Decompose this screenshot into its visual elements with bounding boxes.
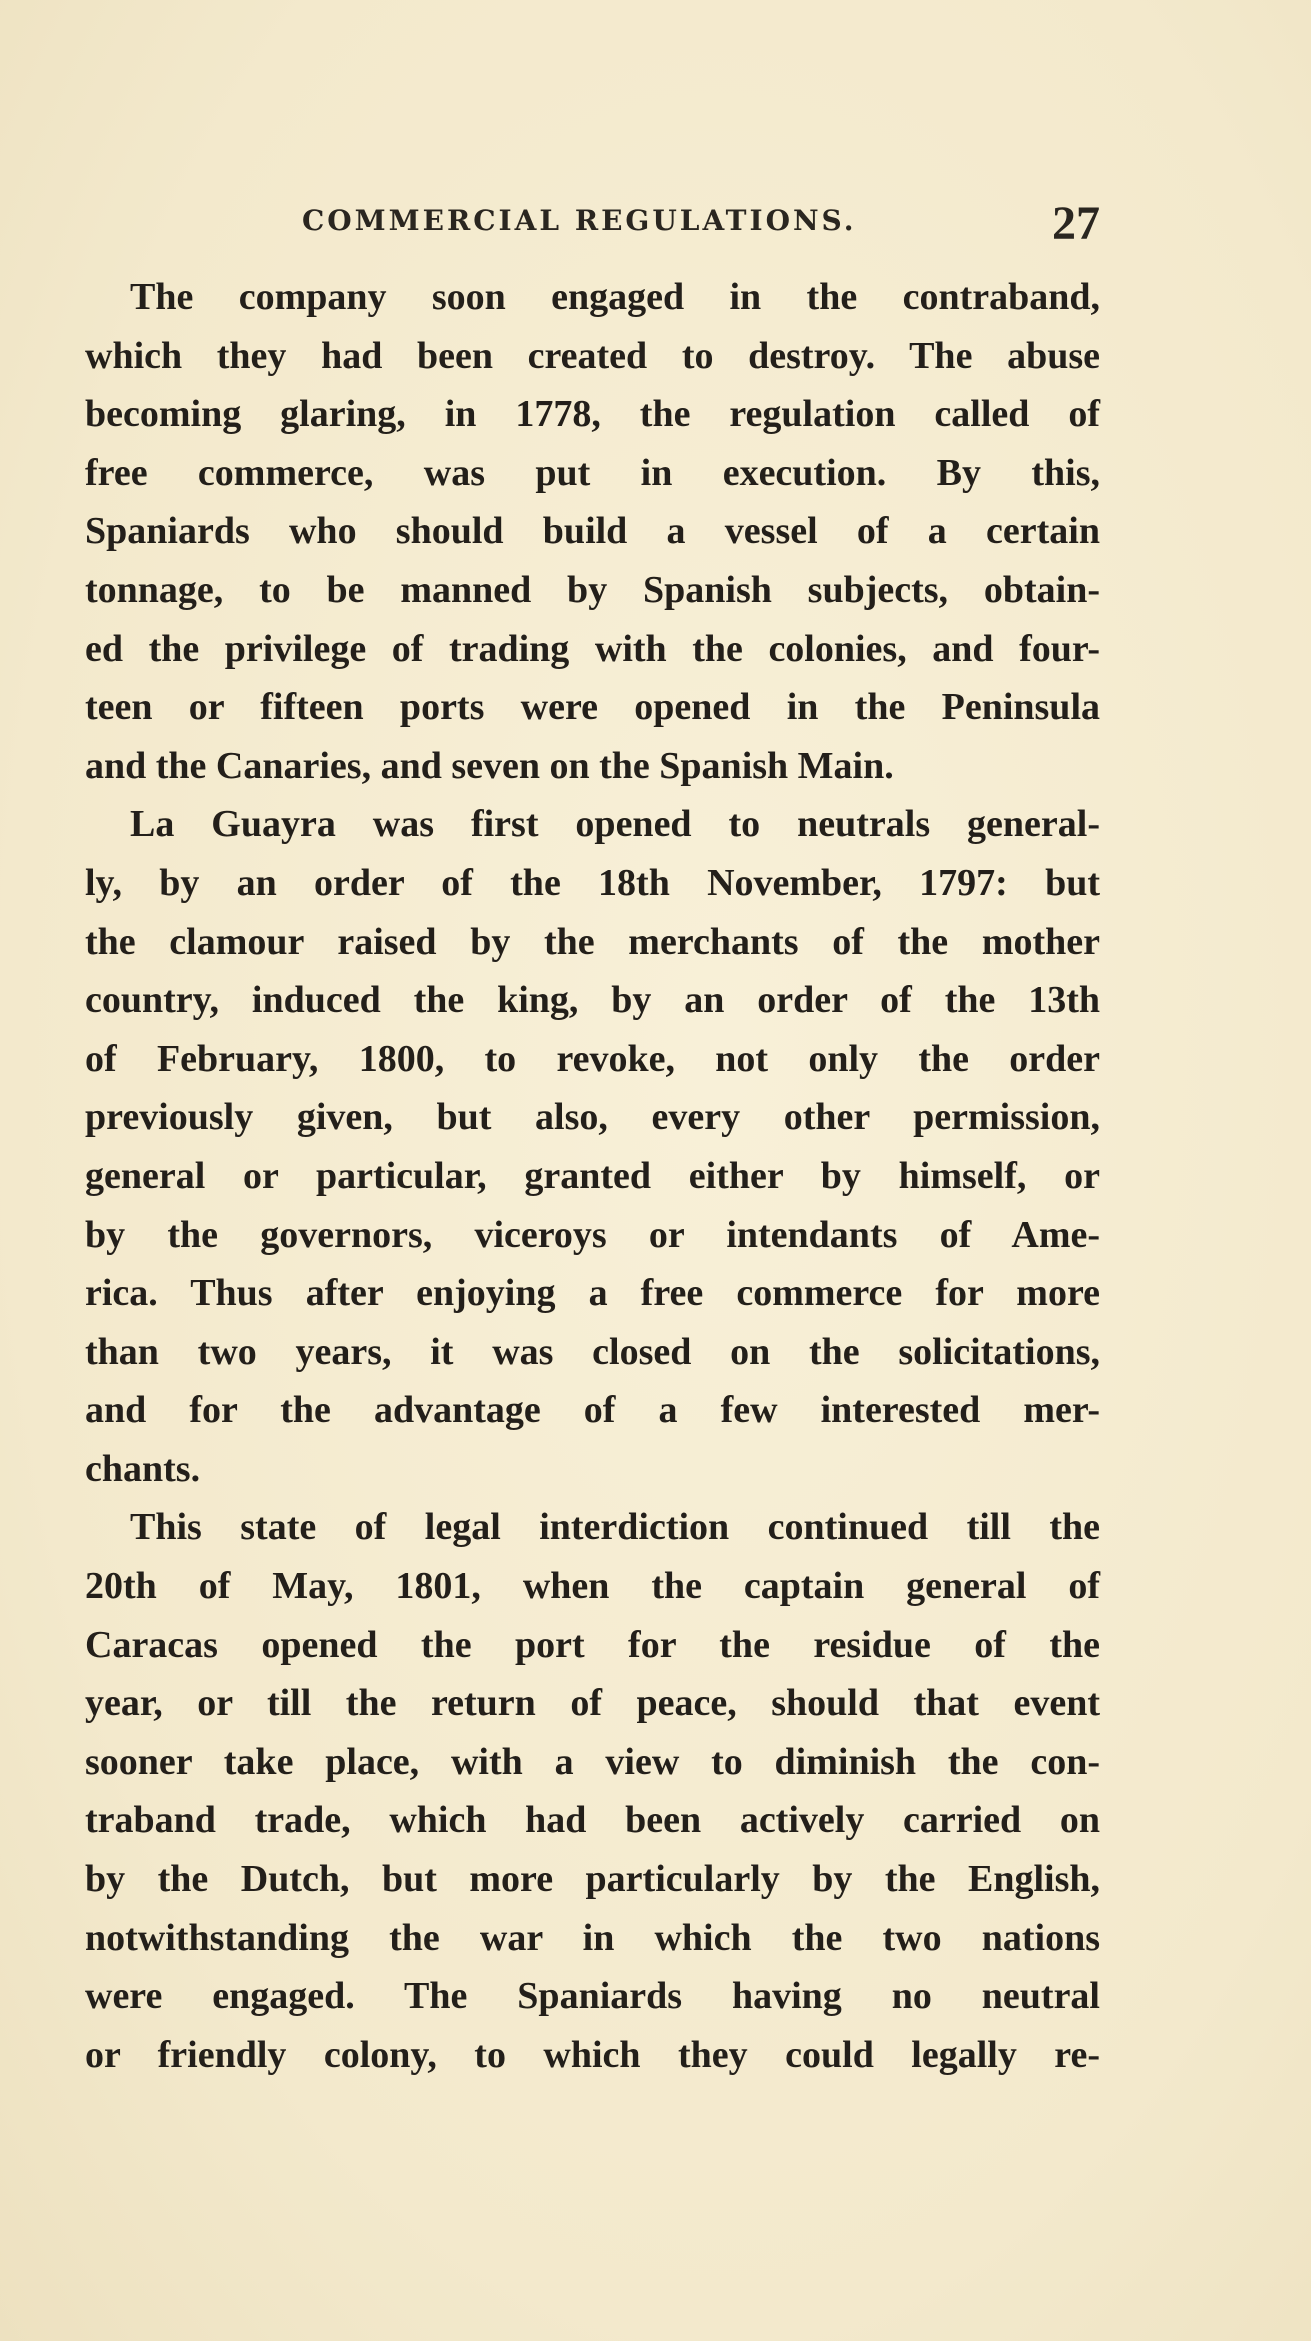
text-line: rica. Thus after enjoying a free commerce for more <box>85 1272 1100 1315</box>
text-line: year, or till the return of peace, should that event <box>85 1682 1100 1725</box>
text-line: ed the privilege of trading with the colonies, and four- <box>85 627 1100 670</box>
text-line: teen or fifteen ports were opened in the Peninsula <box>85 686 1100 729</box>
text-line: This state of legal interdiction continued till the <box>130 1506 1100 1549</box>
text-line: than two years, it was closed on the solicitations, <box>85 1330 1100 1373</box>
text-line: traband trade, which had been actively carried on <box>85 1799 1100 1842</box>
page-header <box>85 196 1100 256</box>
text-line: The company soon engaged in the contraband, <box>130 276 1100 318</box>
text-line: by the Dutch, but more particularly by the English, <box>85 1858 1100 1901</box>
text-line: free commerce, was put in execution. By this, <box>85 451 1100 494</box>
text-line: and the Canaries, and seven on the Spanish Main. <box>85 744 894 787</box>
text-line: by the governors, viceroys or intendants of Ame- <box>85 1213 1100 1256</box>
text-line: of February, 1800, to revoke, not only the order <box>85 1037 1100 1080</box>
text-line: tonnage, to be manned by Spanish subjects, obtain- <box>85 568 1100 611</box>
text-line: La Guayra was first opened to neutrals general- <box>130 803 1100 846</box>
text-line: were engaged. The Spaniards having no neutral <box>85 1975 1100 2018</box>
text-line: ly, by an order of the 18th November, 1797: but <box>85 861 1100 904</box>
text-line: Caracas opened the port for the residue of the <box>85 1623 1100 1666</box>
body-text <box>85 268 1100 2084</box>
text-line: which they had been created to destroy. The abuse <box>85 334 1100 377</box>
running-head: COMMERCIAL REGULATIONS. <box>302 204 857 237</box>
text-line: the clamour raised by the merchants of the mother <box>85 920 1100 963</box>
page-number: 27 <box>1052 197 1100 250</box>
text-line: notwithstanding the war in which the two nations <box>85 1916 1100 1959</box>
text-line: sooner take place, with a view to diminish the con- <box>85 1740 1100 1783</box>
text-line: Spaniards who should build a vessel of a certain <box>85 510 1100 553</box>
text-line: or friendly colony, to which they could legally re- <box>85 2033 1100 2076</box>
text-line: previously given, but also, every other permission, <box>85 1096 1100 1139</box>
text-line: becoming glaring, in 1778, the regulation called of <box>85 393 1100 436</box>
text-line: general or particular, granted either by himself, or <box>85 1154 1100 1197</box>
text-line: and for the advantage of a few interested mer- <box>85 1389 1100 1432</box>
text-line: 20th of May, 1801, when the captain general of <box>85 1565 1100 1608</box>
text-line: country, induced the king, by an order of the 13th <box>85 979 1100 1022</box>
text-line: chants. <box>85 1447 201 1490</box>
